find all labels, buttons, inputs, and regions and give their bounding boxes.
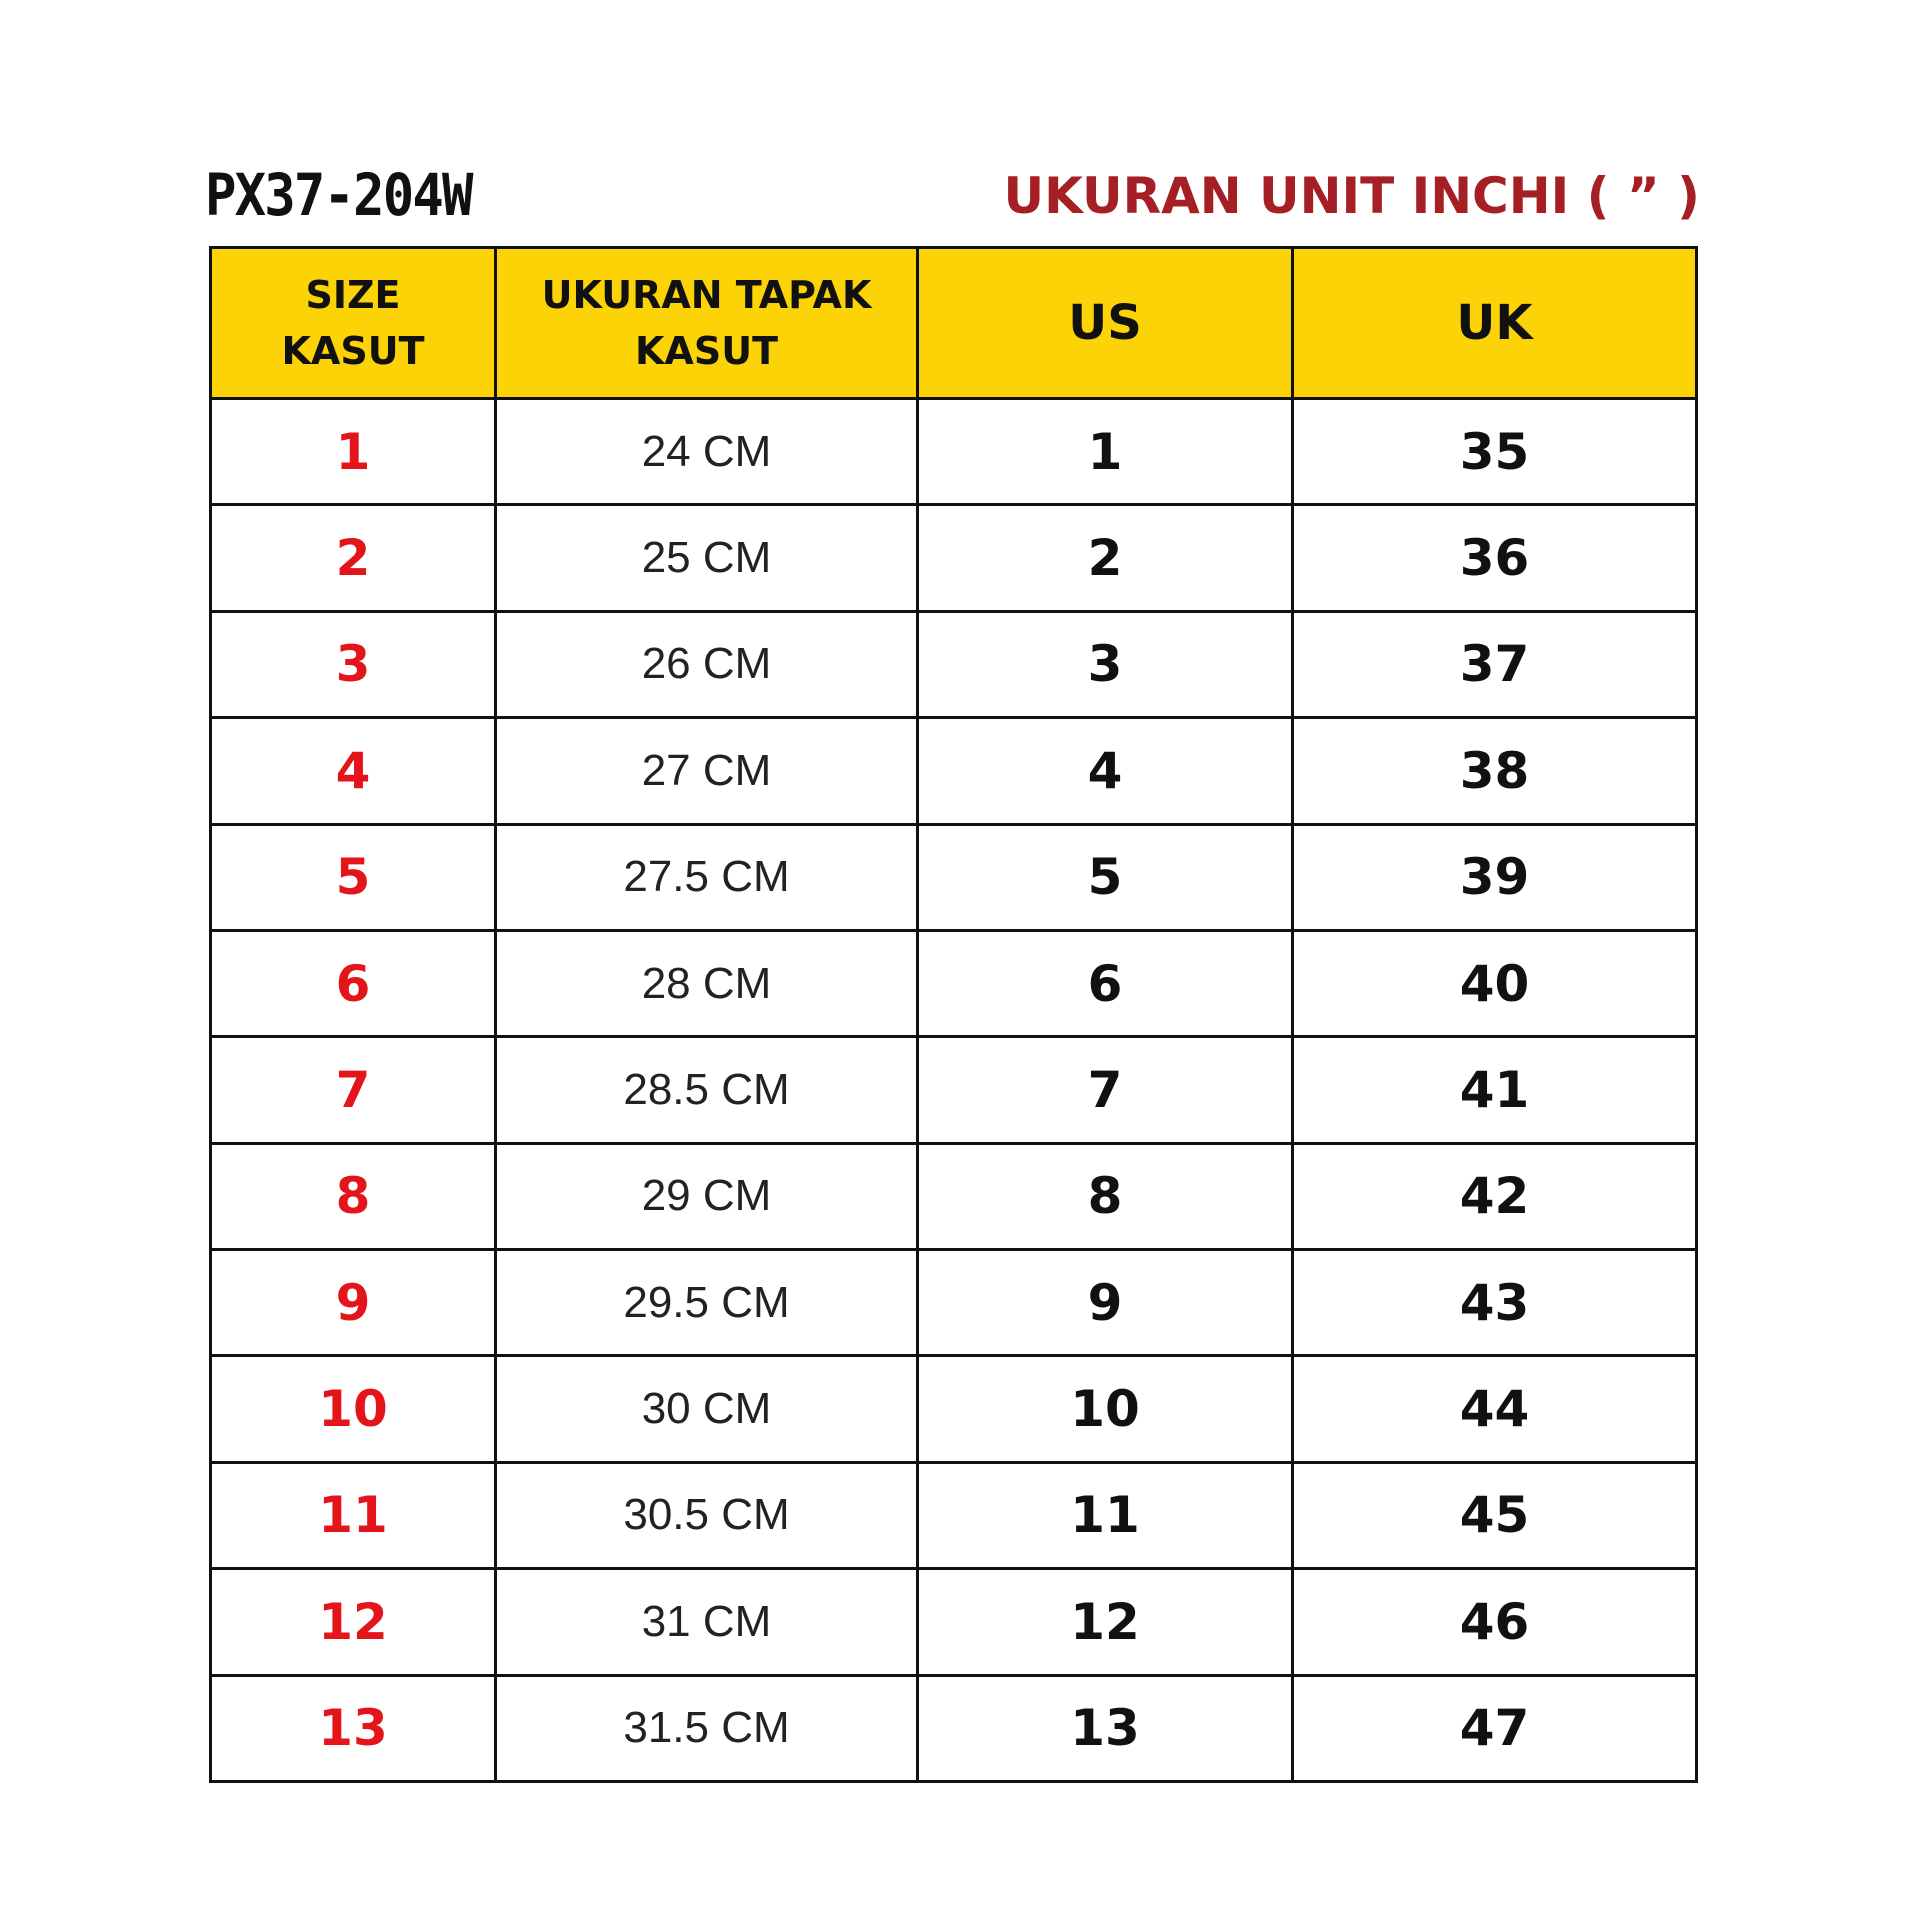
cell-us: 12 xyxy=(918,1569,1293,1675)
model-title: PX37-204W xyxy=(205,161,472,229)
cell-us: 2 xyxy=(918,505,1293,611)
table-row xyxy=(211,611,1697,717)
cell-tapak: 28 CM xyxy=(496,930,918,1036)
cell-size: 4 xyxy=(211,718,496,824)
cell-size: 12 xyxy=(211,1569,496,1675)
table-row xyxy=(211,1675,1697,1782)
cell-size: 6 xyxy=(211,930,496,1036)
header-tapak-line2: KASUT xyxy=(634,329,778,373)
cell-tapak: 26 CM xyxy=(496,611,918,717)
cell-size: 10 xyxy=(211,1356,496,1462)
cell-uk: 40 xyxy=(1293,930,1697,1036)
cell-us: 11 xyxy=(918,1462,1293,1568)
cell-size: 11 xyxy=(211,1462,496,1568)
table-row xyxy=(211,505,1697,611)
cell-us: 6 xyxy=(918,930,1293,1036)
cell-size: 5 xyxy=(211,824,496,930)
cell-tapak: 29.5 CM xyxy=(496,1250,918,1356)
cell-size: 13 xyxy=(211,1675,496,1782)
cell-tapak: 25 CM xyxy=(496,505,918,611)
header-uk: UK xyxy=(1293,248,1697,399)
cell-uk: 35 xyxy=(1293,399,1697,505)
cell-tapak: 31.5 CM xyxy=(496,1675,918,1782)
table-row xyxy=(211,1143,1697,1249)
cell-uk: 36 xyxy=(1293,505,1697,611)
table-row xyxy=(211,930,1697,1036)
cell-us: 10 xyxy=(918,1356,1293,1462)
cell-uk: 45 xyxy=(1293,1462,1697,1568)
cell-tapak: 24 CM xyxy=(496,399,918,505)
table-row xyxy=(211,399,1697,505)
cell-size: 7 xyxy=(211,1037,496,1143)
cell-size: 8 xyxy=(211,1143,496,1249)
table-row xyxy=(211,1356,1697,1462)
cell-us: 13 xyxy=(918,1675,1293,1782)
cell-us: 5 xyxy=(918,824,1293,930)
cell-uk: 43 xyxy=(1293,1250,1697,1356)
cell-us: 1 xyxy=(918,399,1293,505)
unit-note: UKURAN UNIT INCHI ( ” ) xyxy=(1003,167,1700,225)
table-row xyxy=(211,1037,1697,1143)
cell-tapak: 29 CM xyxy=(496,1143,918,1249)
cell-us: 3 xyxy=(918,611,1293,717)
table-row xyxy=(211,1250,1697,1356)
cell-size: 3 xyxy=(211,611,496,717)
cell-uk: 39 xyxy=(1293,824,1697,930)
header-us: US xyxy=(918,248,1293,399)
header-ukuran-tapak xyxy=(496,248,918,399)
table-row xyxy=(211,1569,1697,1675)
cell-tapak: 30 CM xyxy=(496,1356,918,1462)
header-size-line2: KASUT xyxy=(281,329,425,373)
header-size-kasut xyxy=(211,248,496,399)
cell-uk: 42 xyxy=(1293,1143,1697,1249)
cell-uk: 44 xyxy=(1293,1356,1697,1462)
cell-us: 7 xyxy=(918,1037,1293,1143)
cell-us: 4 xyxy=(918,718,1293,824)
cell-tapak: 27 CM xyxy=(496,718,918,824)
header-tapak-line1: UKURAN TAPAK xyxy=(541,273,872,317)
cell-size: 9 xyxy=(211,1250,496,1356)
header-size-line1: SIZE xyxy=(305,273,401,317)
cell-size: 2 xyxy=(211,505,496,611)
cell-tapak: 31 CM xyxy=(496,1569,918,1675)
cell-tapak: 27.5 CM xyxy=(496,824,918,930)
table-row xyxy=(211,824,1697,930)
cell-uk: 47 xyxy=(1293,1675,1697,1782)
cell-uk: 46 xyxy=(1293,1569,1697,1675)
cell-uk: 38 xyxy=(1293,718,1697,824)
cell-uk: 41 xyxy=(1293,1037,1697,1143)
size-chart-table xyxy=(209,246,1698,1783)
cell-us: 9 xyxy=(918,1250,1293,1356)
table-row xyxy=(211,718,1697,824)
cell-size: 1 xyxy=(211,399,496,505)
table-row xyxy=(211,1462,1697,1568)
cell-uk: 37 xyxy=(1293,611,1697,717)
cell-tapak: 30.5 CM xyxy=(496,1462,918,1568)
cell-us: 8 xyxy=(918,1143,1293,1249)
cell-tapak: 28.5 CM xyxy=(496,1037,918,1143)
table-header-row xyxy=(211,248,1697,399)
